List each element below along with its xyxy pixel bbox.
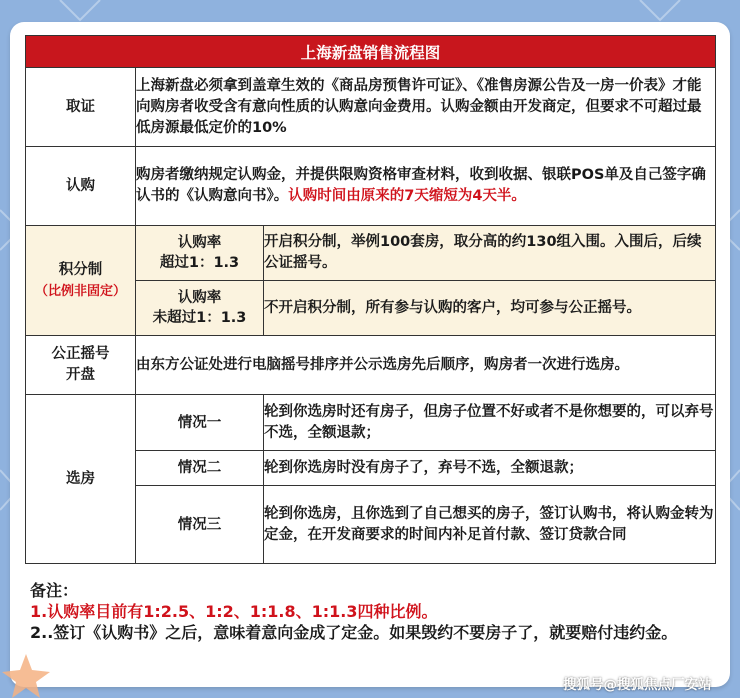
row-label-rengou: 认购 <box>26 147 136 226</box>
jifen-label: 积分制 <box>58 261 103 278</box>
yaohao-label-line2: 开盘 <box>66 367 95 383</box>
xuanfang-case1-name: 情况一 <box>136 395 264 451</box>
jifen-case2-condition <box>136 281 264 336</box>
row-label-yaohao <box>26 336 136 395</box>
yaohao-label-line1: 公正摇号 <box>51 346 110 362</box>
jifen-case2-cond-line2: 未超过1：1.3 <box>152 310 247 326</box>
row-content-quzheng: 上海新盘必须拿到盖章生效的《商品房预售许可证》、《准售房源公告及一房一价表》才能向购房者收受含有意向性质的认购意向金费用。认购金额由开发商定，但要求不可超过最低房源最低定价的10% <box>136 68 716 147</box>
jifen-case2-cond-line1: 认购率 <box>177 290 222 306</box>
xuanfang-case3-text: 轮到你选房，且你选到了自己想买的房子，签订认购书，将认购金转为定金，在开发商要求的时间内补足首付款、签订贷款合同 <box>264 486 716 564</box>
jifen-sublabel: （比例非固定） <box>34 283 126 299</box>
row-content-yaohao: 由东方公证处进行电脑摇号排序并公示选房先后顺序，购房者一次进行选房。 <box>136 336 716 395</box>
table-title: 上海新盘销售流程图 <box>26 36 716 68</box>
row-label-quzheng: 取证 <box>26 68 136 147</box>
sales-flow-table <box>25 35 716 564</box>
xuanfang-case2-text: 轮到你选房时没有房子了，弃号不选，全额退款； <box>264 451 716 486</box>
jifen-case1-cond-line2: 超过1：1.3 <box>159 255 240 271</box>
xuanfang-case2-name: 情况二 <box>136 451 264 486</box>
jifen-case2-text: 不开启积分制，所有参与认购的客户，均可参与公正摇号。 <box>264 281 716 336</box>
rengou-highlight: 认购时间由原来的7天缩短为4天半。 <box>288 188 526 204</box>
jifen-case1-condition <box>136 226 264 281</box>
notes-section <box>30 580 720 643</box>
row-content-rengou <box>136 147 716 226</box>
xuanfang-case1-text: 轮到你选房时还有房子，但房子位置不好或者不是你想要的，可以弃号不选，全额退款； <box>264 395 716 451</box>
notes-heading: 备注： <box>30 581 79 600</box>
watermark: 搜狐号@搜狐焦点厂安站 <box>563 677 712 693</box>
rengou-text: 购房者缴纳规定认购金，并提供限购资格审查材料，收到收据、银联POS单及自己签字确认书的《认购意向书》。 <box>136 167 706 204</box>
row-label-jifen <box>26 226 136 336</box>
jifen-case1-text: 开启积分制，举例100套房，取分高的约130组入围。入围后，后续公证摇号。 <box>264 226 716 281</box>
jifen-case1-cond-line1: 认购率 <box>177 235 222 251</box>
xuanfang-case3-name: 情况三 <box>136 486 264 564</box>
star-decoration-icon <box>0 650 60 698</box>
row-label-xuanfang: 选房 <box>26 395 136 564</box>
note-1: 1.认购率目前有1:2.5、1:2、1:1.8、1:1.3四种比例。 <box>30 602 438 621</box>
note-2: 2..签订《认购书》之后，意味着意向金成了定金。如果毁约不要房子了，就要赔付违约金。 <box>30 623 678 642</box>
